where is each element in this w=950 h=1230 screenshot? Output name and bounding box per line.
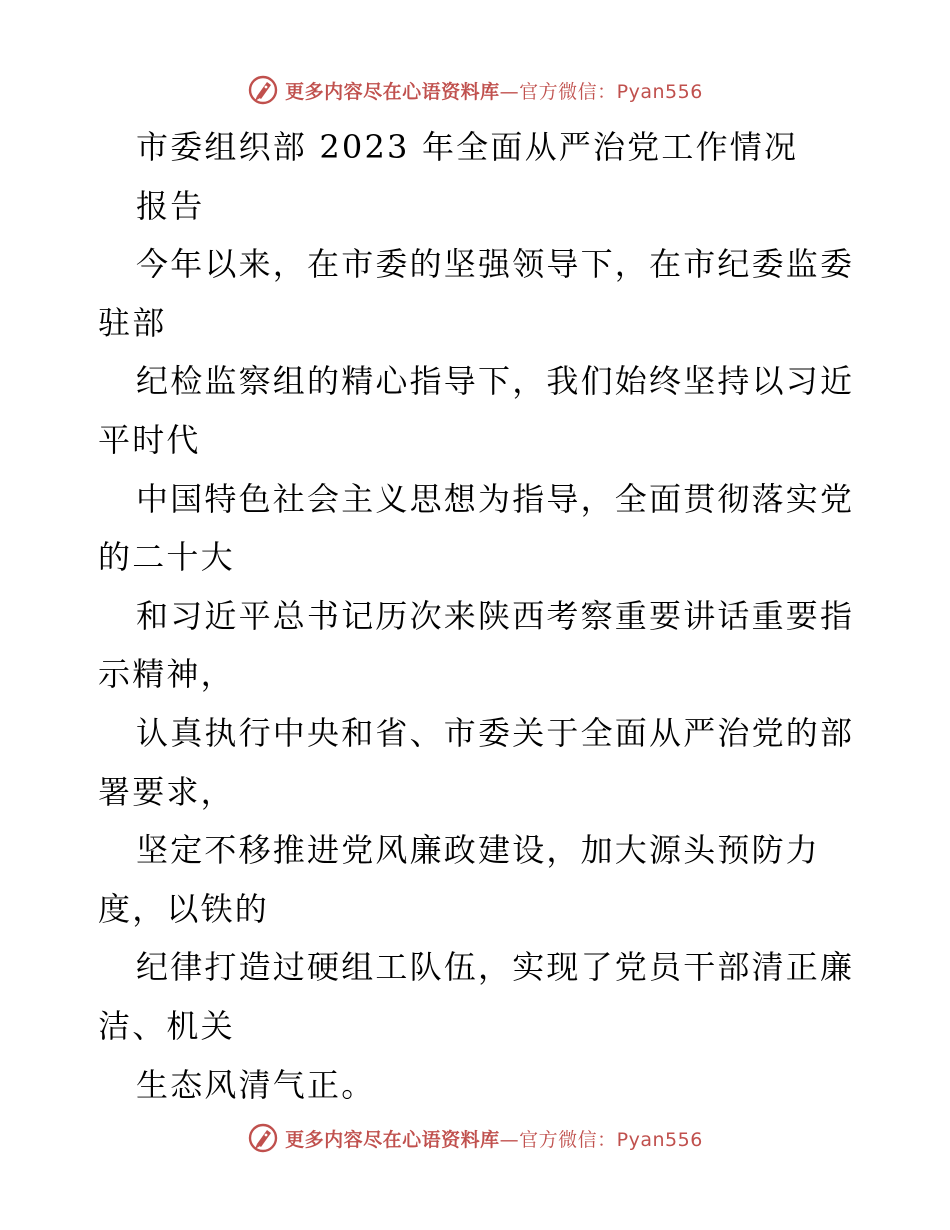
pen-nib-logo-icon (247, 74, 279, 106)
document-line: 坚定不移推进党风廉政建设，加大源头预防力 (136, 831, 821, 870)
footer-watermark-banner (0, 1118, 950, 1158)
document-line: 市委组织部 2023 年全面从严治党工作情况 (136, 128, 799, 166)
document-line: 认真执行中央和省、市委关于全面从严治党的部 (136, 713, 855, 752)
document-line: 报告 (136, 186, 205, 225)
footer-banner-separator: — (499, 1128, 520, 1151)
document-line: 中国特色社会主义思想为指导，全面贯彻落实党 (136, 479, 855, 518)
document-line: 和习近平总书记历次来陕西考察重要讲话重要指 (136, 596, 855, 635)
footer-banner-wechat: 官方微信：Pyan556 (519, 1128, 703, 1151)
document-line: 示精神， (98, 655, 235, 694)
footer-banner-brand: 更多内容尽在心语资料库 (285, 1128, 500, 1151)
header-banner-brand: 更多内容尽在心语资料库 (285, 80, 500, 103)
document-line: 纪律打造过硬组工队伍，实现了党员干部清正廉 (136, 948, 855, 987)
document-line: 平时代 (98, 420, 201, 459)
document-line: 度，以铁的 (98, 889, 270, 928)
header-banner-separator: — (499, 80, 520, 103)
pen-nib-logo-icon (247, 1122, 279, 1154)
header-banner-text (285, 77, 703, 104)
document-body (98, 118, 858, 1114)
document-line: 纪检监察组的精心指导下，我们始终坚持以习近 (136, 362, 855, 401)
header-banner-wechat: 官方微信：Pyan556 (519, 80, 703, 103)
document-line: 的二十大 (98, 538, 235, 577)
header-watermark-banner (0, 70, 950, 110)
document-line: 署要求， (98, 772, 235, 811)
document-line: 驻部 (98, 303, 167, 342)
document-line: 今年以来，在市委的坚强领导下，在市纪委监委 (136, 245, 855, 284)
document-line: 洁、机关 (98, 1006, 235, 1045)
footer-banner-text (285, 1125, 703, 1152)
document-line: 生态风清气正。 (136, 1065, 376, 1104)
